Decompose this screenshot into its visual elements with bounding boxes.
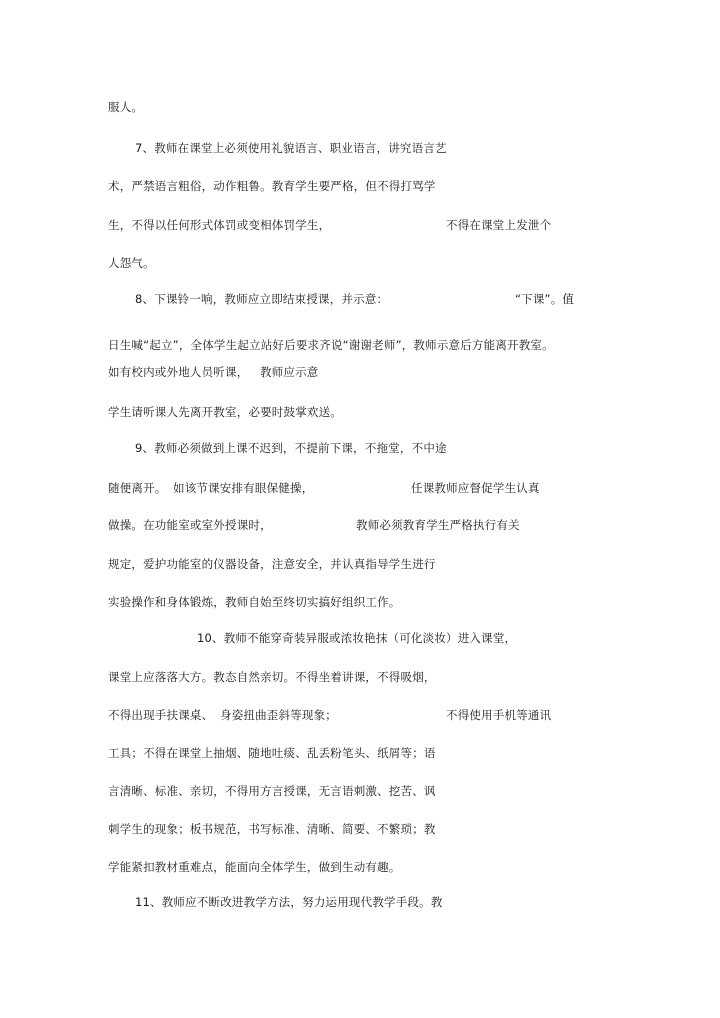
- text-line: 8、下课铃一响，教师应立即结束授课，并示意：: [135, 292, 389, 306]
- text-line: 身姿扭曲歪斜等现象；: [220, 708, 337, 722]
- text-line: 实验操作和身体锻炼，教师自始至终切实搞好组织工作。: [108, 595, 401, 609]
- text-line: 规定，爱护功能室的仪器设备，注意安全，并认真指导学生进行: [108, 557, 436, 571]
- text-line: 如该节课安排有眼保健操，: [173, 481, 314, 495]
- text-line: 不得使用手机等通讯: [446, 708, 552, 722]
- text-line: 不得在课堂上发泄个: [446, 218, 552, 232]
- text-line: 做操。在功能室或室外授课时，: [108, 518, 272, 532]
- text-line: 工具；不得在课堂上抽烟、随地吐痰、乱丢粉笔头、纸屑等；语: [108, 746, 436, 760]
- text-line: 9、教师必须做到上课不迟到，不提前下课，不拖堂，不中途: [135, 441, 447, 455]
- text-line: 教师必须教育学生严格执行有关: [356, 518, 520, 532]
- text-line: 言清晰、标准、亲切，不得用方言授课，无言语刺激、挖苦、讽: [108, 784, 436, 798]
- text-line: 学能紧扣教材重难点，能面向全体学生，做到生动有趣。: [108, 860, 401, 874]
- text-line: 10、教师不能穿奇装异服或浓妆艳抹（可化淡妆）进入课堂，: [197, 631, 517, 645]
- text-line: “下课”。值: [515, 292, 575, 306]
- text-line: 课堂上应落落大方。教态自然亲切。不得坐着讲课，不得吸烟，: [108, 670, 436, 684]
- text-line: 服人。: [108, 100, 144, 114]
- text-line: 不得出现手扶课桌、: [108, 708, 214, 722]
- text-line: 学生请听课人先离开教室，必要时鼓掌欢送。: [108, 405, 342, 419]
- text-line: 11、教师应不断改进教学方法，努力运用现代教学手段。教: [135, 895, 443, 909]
- text-line: 如有校内或外地人员听课，: [108, 365, 249, 379]
- text-line: 日生喊“起立”，全体学生起立站好后要求齐说“谢谢老师”，教师示意后方能离开教室。: [108, 338, 554, 352]
- text-line: 生，不得以任何形式体罚或变相体罚学生，: [108, 218, 331, 232]
- text-line: 7、教师在课堂上必须使用礼貌语言、职业语言，讲究语言艺: [135, 141, 447, 155]
- text-line: 教师应示意: [260, 365, 319, 379]
- text-line: 刺学生的现象；板书规范，书写标准、清晰、简要、不繁琐；教: [108, 822, 436, 836]
- text-line: 人怨气。: [108, 256, 155, 270]
- text-line: 随便离开。: [108, 481, 167, 495]
- text-line: 术，严禁语言粗俗，动作粗鲁。教育学生要严格，但不得打骂学: [108, 179, 436, 193]
- text-line: 任课教师应督促学生认真: [411, 481, 540, 495]
